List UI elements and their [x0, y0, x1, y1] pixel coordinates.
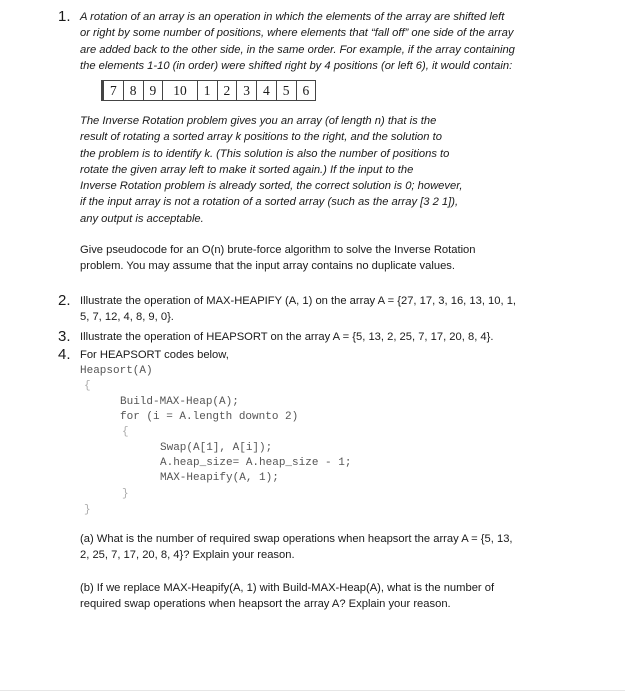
array-cell: 8: [124, 81, 144, 100]
code-line: Build-MAX-Heap(A);: [120, 396, 239, 408]
code-line: A.heap_size= A.heap_size - 1;: [160, 457, 352, 469]
q2-line: 5, 7, 12, 4, 8, 9, 0}.: [80, 311, 174, 324]
q4-part-b: [80, 580, 610, 613]
q4-part-a: [80, 531, 610, 564]
q1-desc-line: rotate the given array left to make it sorted again.) If the input to the: [80, 163, 414, 176]
array-cell: 5: [277, 81, 297, 100]
q3-number: 3.: [58, 328, 71, 345]
q3-text: Illustrate the operation of HEAPSORT on the array A = {5, 13, 2, 25, 7, 17, 20, 8, 4}.: [80, 331, 494, 343]
q4b-line: required swap operations when heapsort the array A? Explain your reason.: [80, 598, 451, 611]
code-line: MAX-Heapify(A, 1);: [160, 472, 279, 484]
array-cell: 6: [302, 83, 310, 98]
code-close-brace: }: [84, 504, 91, 516]
q1-desc-line: result of rotating a sorted array k positions to the right, and the solution to: [80, 131, 442, 144]
q2-number: 2.: [58, 292, 71, 309]
q1-desc-line: the problem is to identify k. (This solution is also the number of positions to: [80, 147, 450, 160]
code-line: for (i = A.length downto 2): [120, 411, 299, 423]
array-cell: 10: [163, 81, 198, 100]
code-open-brace: {: [122, 426, 129, 438]
code-open-brace: {: [84, 380, 91, 392]
q1-intro-line: or right by some number of positions, where elements that “fall off” one side of the array: [80, 27, 514, 40]
q1-task-line: problem. You may assume that the input array contains no duplicate values.: [80, 260, 456, 273]
array-cell: 7: [104, 81, 124, 100]
q1-desc-line: if the input array is not a rotation of a sorted array (such as the array [3 2 1]),: [80, 196, 459, 209]
q1-desc-line: Inverse Rotation problem is already sorted, the correct solution is 0; however,: [80, 180, 463, 193]
array-cell: 9: [144, 81, 164, 100]
code-header: Heapsort(A): [80, 365, 153, 377]
array-cell: 4: [257, 81, 277, 100]
page-bottom-divider: [0, 690, 625, 691]
q1-intro: [80, 9, 610, 74]
q1-intro-line: A rotation of an array is an operation in which the elements of the array are shifted left: [80, 11, 505, 23]
rotated-array: [101, 80, 316, 101]
q1-desc-line: any output is acceptable.: [80, 212, 204, 225]
code-close-brace: }: [122, 488, 129, 500]
q1-intro-line: the elements 1-10 (in order) were shifted right by 4 positions (or left 6), it would contain:: [80, 59, 513, 72]
array-cell: 1: [198, 81, 218, 100]
q4b-line: (b) If we replace MAX-Heapify(A, 1) with Build-MAX-Heap(A), what is the number of: [80, 582, 495, 594]
q4a-line: 2, 25, 7, 17, 20, 8, 4}? Explain your reason.: [80, 549, 295, 562]
q1-desc-line: The Inverse Rotation problem gives you an array (of length n) that is the: [80, 115, 437, 127]
q4a-line: (a) What is the number of required swap operations when heapsort the array A = {5, 13,: [80, 533, 513, 545]
q1-problem-description: [80, 113, 600, 227]
q4-number: 4.: [58, 346, 71, 363]
q1-task: [80, 242, 600, 275]
q4-text: For HEAPSORT codes below,: [80, 349, 229, 361]
q1-intro-line: are added back to the other side, in the same order. For example, if the array containing: [80, 43, 515, 56]
code-line: Swap(A[1], A[i]);: [160, 442, 273, 454]
q2-line: Illustrate the operation of MAX-HEAPIFY (A, 1) on the array A = {27, 17, 3, 16, 13, 10, 1,: [80, 295, 517, 307]
q2-text: [80, 293, 610, 326]
q1-number: 1.: [58, 8, 71, 25]
array-cell: 3: [237, 81, 257, 100]
q1-task-line: Give pseudocode for an O(n) brute-force algorithm to solve the Inverse Rotation: [80, 244, 476, 256]
array-cell: 2: [218, 81, 238, 100]
